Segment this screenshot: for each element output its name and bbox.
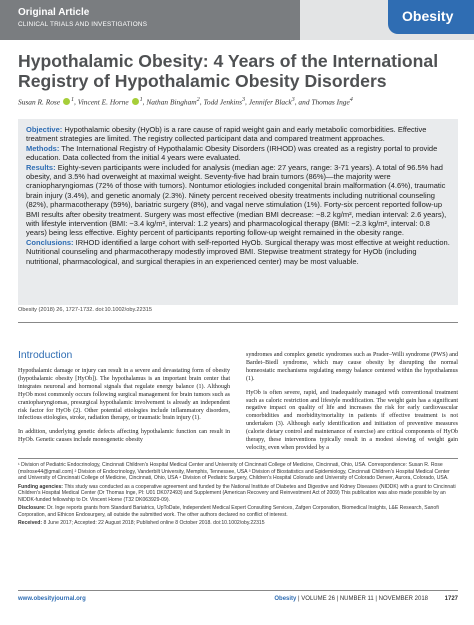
journal-website-link[interactable]: www.obesityjournal.org xyxy=(18,596,86,602)
paragraph: HyOb is often severe, rapid, and inadequately managed with conventional treatment such as caloric restriction and lifestyle modification. The weight gain has a significant negative impact on quality of life and increases the risk for early cardiovascular comorbidities and morbidity/mortality in patients if effective treatment is not undertaken (3). Although early identification and initiation of preventive measures (calorie dietary control and maintenance of exercise) are critical components of HyOb therapy, these interventions typically result in a modest slowing of weight gain velocity, even when provided by a xyxy=(246,389,458,451)
received-note: Received: 8 June 2017; Accepted: 22 August 2018; Published online 8 October 2018. doi:10.1002/oby.22315 xyxy=(18,520,265,527)
header-dark-band xyxy=(0,0,300,40)
abstract-methods: Methods: The International Registry of Hypothalamic Obesity Disorders (IRHOD) was created as a registry portal to provide education. Data collected from the initial 4 years were evaluated. xyxy=(26,143,438,163)
citation-line: Obesity (2018) 26, 1727-1732. doi:10.1002/oby.22315 xyxy=(18,307,152,313)
paragraph: syndromes and complex genetic syndromes such as Prader–Willi syndrome (PWS) and Bardet–Biedl syndrome, which may cause obesity by disrupting the normal homeostatic mechanisms regulating energy balance centered within the hypothalamus (1). xyxy=(246,352,458,382)
author-name: Vincent E. Horne xyxy=(77,97,129,107)
paragraph: In addition, underlying genetic defects affecting hypothalamic function can result in HyOb. Genetic causes include monogenetic obesity xyxy=(18,429,230,444)
author-affiliation: 3 xyxy=(241,97,246,103)
abstract-box xyxy=(18,119,458,305)
page-number: 1727 xyxy=(444,596,458,602)
funding-note: Funding agencies: This study was conducted as a cooperative agreement and funded by the National Institute of Diabetes and Digestive and Kidney Diseases (NIDDK) with a grant to Cincinnati Children's Hospital Medical Center (Dr Thomas Inge, PI: U01 DK072493) and Supplement (American Recovery and Reinvestment Act of 2009) This publication was also made possible by an NIDDK-funded fellowship to Dr. Vincent Horne (T32 DK063929-09). xyxy=(18,483,456,504)
author-name: Jennifer Black xyxy=(248,97,292,107)
author-affiliation: 1 xyxy=(70,97,75,103)
author-name: and Thomas Inge xyxy=(298,97,350,107)
disclosure-note: Disclosure: Dr. Inge reports grants from Standard Bariatrics, UpToDate, Independent Medical Expert Consulting Services, Zafgen Corporation, Biomedical Insights, L&E Research, Sanofi Corporation, and Ethicon Endosurgery, all outside the submitted work. The other authors declared no conflict of interest. xyxy=(18,505,439,518)
abstract-results: Results: Eighty-seven participants were included for analysis (median age: 27 years, range: 3-71 years). A total of 96.5% had obesity, and 3.5% had overweight at maximal weight. Seventy-five had brain tumors (86%)—the majority were craniopharyngiomas (72% of those with tumors). Nontumor etiologies included congenital brain malformation (4.6%), traumatic brain injury (3.4%), and genetic anomaly (2.3%). Ninety percent received obesity treatments including nutritional counseling (82%), pharmacotherapy (59%), bariatric surgery (8%), and vagal nerve stimulation (1%). Forty-six percent reported follow-up BMI results after obesity treatment. Surgery was most effective (median BMI decrease: −8.2 kg/m², median interval: 2.6 years), with lifestyle intervention (BMI: −3.4 kg/m², interval: 1.2 years) and pharmacological therapy (BMI: −2.3 kg/m², interval: 0.8 years) being less effective. Eighty percent of participants reporting follow-up weight remained in the obesity range. xyxy=(26,162,447,238)
divider xyxy=(18,458,458,459)
footnotes xyxy=(18,462,458,528)
journal-brand-tab xyxy=(388,0,474,34)
journal-logo: Obesity xyxy=(402,8,454,24)
issue-info: Obesity | VOLUME 26 | NUMBER 11 | NOVEMBER 2018 xyxy=(274,596,428,602)
body-column-left xyxy=(18,368,230,451)
article-type: Original Article xyxy=(18,7,90,18)
author-affiliation: 3 xyxy=(291,97,295,103)
author-affiliation: 4 xyxy=(349,97,353,103)
author-name: Nathan Bingham xyxy=(146,97,197,107)
section-heading: Introduction xyxy=(18,350,73,361)
body-column-right xyxy=(246,352,458,459)
abstract-conclusions: Conclusions: IRHOD identified a large cohort with self-reported HyOb. Surgical therapy was most effective at weight reduction. Nutritional counseling and pharmacotherapy modestly improved BMI. Stepwise treatment strategy for HyOb (including nutritional, pharmacological, and surgical therapies in an experienced center) may be most valuable. xyxy=(26,237,450,266)
divider xyxy=(18,322,458,323)
article-section: CLINICAL TRIALS AND INVESTIGATIONS xyxy=(18,21,148,28)
author-name: Todd Jenkins xyxy=(203,97,242,107)
abstract-objective: Objective: Hypothalamic obesity (HyOb) is a rare cause of rapid weight gain and early metabolic comorbidities. Effective treatment strategies are limited. The registry collected participant data and compared treatment approaches. xyxy=(26,125,427,144)
author-affiliation: 2 xyxy=(196,97,200,103)
orcid-icon[interactable] xyxy=(63,98,70,105)
author-affiliation: 1 xyxy=(139,97,143,103)
author-list: Susan R. Rose $^1$, Vincent E. Horne $^1$, Nathan Bingham$^2$, Todd Jenkins$^3$, Jennifer Black$^3$, and Thomas Inge$^4$ xyxy=(18,97,353,107)
orcid-icon[interactable] xyxy=(132,98,139,105)
author-name: Susan R. Rose xyxy=(18,97,61,107)
paragraph: Hypothalamic damage or injury can result in a severe and devastating form of obesity (hypothalamic obesity [HyOb]). The hypothalamus is an important brain center that integrates neuronal and hormonal signals that regulate energy balance (1). Although HyOb most commonly occurs following surgical management for brain tumors such as craniopharyngiomas, presurgical hypothalamic involvement is already an independent risk factor for HyOb (2). Other potential etiologies include inflammatory disorders, infectious etiologies, stroke, radiation therapy, or traumatic brain injury (1). xyxy=(18,368,230,422)
article-title: Hypothalamic Obesity: 4 Years of the International Registry of Hypothalamic Obesity Disorders xyxy=(18,51,439,91)
affiliations: ¹ Division of Pediatric Endocrinology, Cincinnati Children's Hospital Medical Center and University of Cincinnati College of Medicine, Cincinnati, Ohio, USA. Correspondence: Susan R. Rose (mslrose44@gmail.com) ² Division of Endocrinology, Vanderbilt University, Memphis, Tennessee, USA ³ Division of Biostatistics and Epidemiology, Cincinnati Children's Hospital Medical Center and University of Cincinnati College of Medicine, Cincinnati, Ohio, USA ⁴ Division of Pediatric Surgery, Children's Hospital Colorado and University of Colorado Denver, Aurora, Colorado, USA. xyxy=(18,462,450,482)
divider xyxy=(18,590,458,591)
